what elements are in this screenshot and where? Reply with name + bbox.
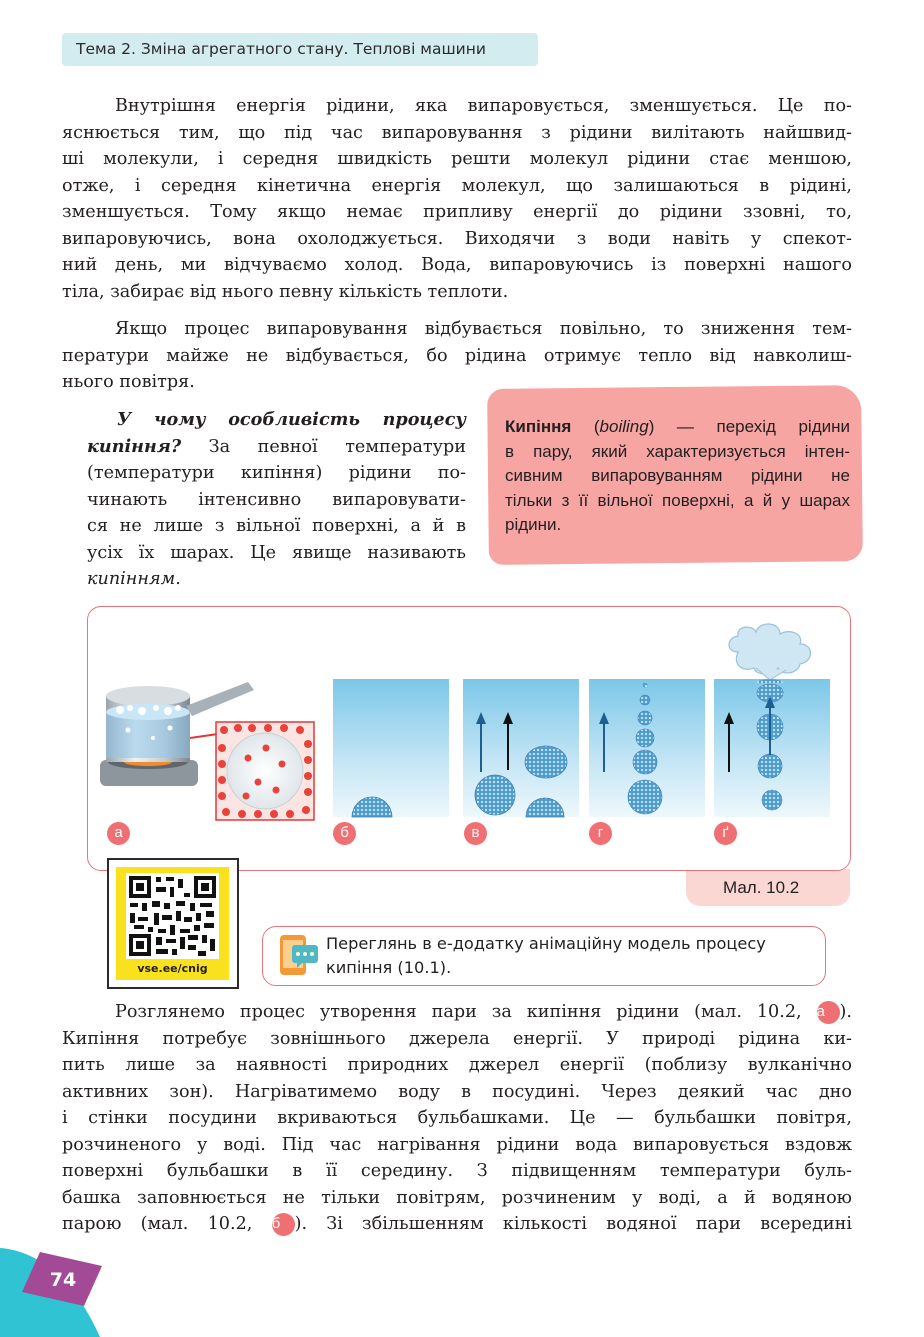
paragraph-vapor-formation (62, 999, 852, 1238)
text-line: тільки з її вільної поверхні, а й у шарах (505, 490, 850, 510)
text-fragment: За певної температури (181, 436, 466, 457)
text-line: Якщо процес випаровування відбувається повільно, то зниження тем- (115, 319, 852, 339)
text-line: і стінки посудини вкриваються бульбашками. Це — бульбашки повітря, (62, 1108, 852, 1128)
text-line: рідини. (505, 515, 562, 534)
figure-label-g: г (589, 822, 612, 845)
text-line: ся не лише з вільної поверхні, а й в (87, 516, 466, 536)
definition-term: Кипіння (505, 417, 572, 436)
page-number-tab (20, 1248, 106, 1310)
question-text-end: кипіння? (87, 435, 182, 457)
qr-url[interactable]: vse.ee/cnig (137, 962, 208, 975)
text-line: яснюється тим, що під час випаровування з рідини вилітають найшвид- (62, 122, 852, 143)
text-line: розчиненого у воді. Під час нагрівання рідини вода випаровується вздовж (62, 1134, 852, 1155)
text-line: Внутрішня енергія рідини, яка випаровується, зменшується. Це по- (115, 96, 852, 116)
text-line: в пару, який характеризується інтен- (505, 441, 850, 461)
section-title: Тема 2. Зміна агрегатного стану. Теплові машини (76, 40, 486, 58)
text-fragment: Розглянемо процес утворення пари за кипіння рідини (мал. 10.2, (115, 1002, 817, 1022)
app-note-line2: кипіння (10.1). (326, 958, 452, 977)
phone-app-icon (278, 933, 320, 977)
text-line: Кипіння потребує зовнішнього джерела енергії. У природі рідина ки- (62, 1028, 852, 1049)
text-line: чинають інтенсивно випаровувати- (87, 489, 466, 510)
question-text: У чому особливість процесу (117, 409, 466, 430)
qr-background (116, 867, 229, 980)
term-boiling: кипінням. (87, 569, 181, 589)
text-fragment: ( (571, 417, 600, 436)
text-line: сивним випаровуванням рідини не (505, 466, 850, 485)
text-line: зменшується. Тому якщо немає припливу енергії до рідини ззовні, то, (62, 202, 852, 222)
text-line: поверхні бульбашки в її середину. З підвищенням температури буль- (62, 1161, 852, 1181)
text-line: ші молекули, і середня швидкість решти молекул рідини стає меншою, (62, 149, 852, 169)
figure-ref-b[interactable]: б (272, 1213, 295, 1236)
text-line: усіх їх шарах. Це явище називають (87, 542, 466, 563)
page-number: 74 (49, 1269, 77, 1291)
figure-label-b: б (333, 822, 356, 845)
figure-caption: Мал. 10.2 (723, 878, 800, 897)
text-line: ний день, ми відчуваємо холод. Вода, випаровуючись із поверхні нашого (62, 255, 852, 275)
text-line: активних зон). Нагріватимемо воду в посудині. Через деякий час дно (62, 1081, 852, 1102)
text-line: тіла, забирає від нього певну кількість теплоти. (62, 281, 509, 302)
figure-label-v: в (464, 822, 487, 845)
text-line: випаровуючись, вона охолоджується. Виходячи з води навіть у спекот- (62, 228, 852, 249)
text-fragment: парою (мал. 10.2, (62, 1214, 272, 1234)
definition-english: boiling (599, 417, 649, 436)
text-line: пить лише за наявності природних джерел енергії (поблизу вулканічно (62, 1055, 852, 1075)
text-fragment: ) — перехід рідини (648, 417, 850, 436)
text-line: ператури майже не відбувається, бо рідина отримує тепло від навколиш- (62, 345, 852, 366)
text-line: нього повітря. (62, 372, 195, 392)
figure-label-ge: ґ (714, 822, 737, 845)
app-note-text[interactable] (326, 932, 816, 980)
app-note-line1: Переглянь в е-додатку анімаційну модель процесу (326, 934, 766, 953)
text-line: (температури кипіння) рідини по- (87, 463, 466, 483)
figure-ref-a[interactable]: а (817, 1001, 840, 1024)
text-line: отже, і середня кінетична енергія молекул, що залишаються в рідині, (62, 175, 852, 196)
qr-code-icon (126, 873, 219, 959)
text-fragment: ). Зі збільшенням кількості водяної пари всередині (294, 1214, 852, 1234)
qr-code-box[interactable] (107, 858, 239, 989)
figure-label-a: а (107, 822, 130, 845)
text-fragment: ). (839, 1002, 852, 1022)
text-line: башка заповнюється не тільки повітрям, розчиненим у воді, а й водяною (62, 1187, 852, 1208)
